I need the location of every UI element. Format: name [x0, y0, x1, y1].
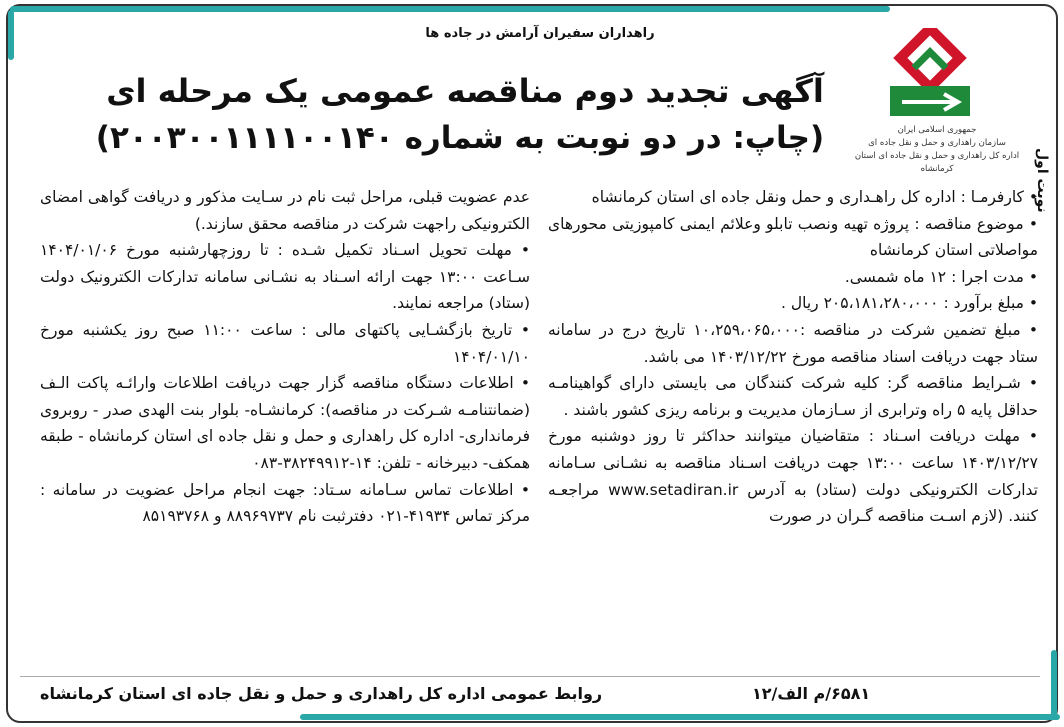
clause: • مدت اجرا : ۱۲ ماه شمسی. [844, 267, 1038, 286]
teal-accent-top [10, 6, 890, 12]
teal-accent-left [8, 10, 14, 60]
clause: • شـرایط مناقصه گر: کلیه شرکت کنندگان می بایستی دارای گواهینامـه حداقل پایه ۵ راه وترابری از سـازمان مدیریت و برنامه ریزی کشور باشند . [548, 374, 1038, 419]
organization-name [852, 124, 1022, 176]
org-line: اداره کل راهداری و حمل و نقل جاده ای استان کرمانشاه [854, 151, 1020, 174]
org-line: سازمان راهداری و حمل و نقل جاده ای [868, 138, 1006, 148]
clause: عدم عضویت قبلی، مراحل ثبت نام در سـایت مذکور و دریافت گواهی امضای الکترونیکی راجهت شرکت در مناقصه محقق سازند.) [40, 188, 530, 233]
teal-accent-bottom [300, 714, 1060, 720]
left-column [40, 184, 530, 530]
public-relations-credit: روابط عمومی اداره کل راهداری و حمل و نقل جاده ای استان کرمانشاه [40, 684, 603, 703]
clause: • مهلت تحویل اسـناد تکمیل شـده : تا روزچهارشنبه مورخ ۱۴۰۴/۰۱/۰۶ سـاعت ۱۳:۰۰ جهت ارائه اسـناد به نشـانی سامانه تدارکات الکترونیک دولت (ستاد) مراجعه نمایند. [40, 241, 530, 313]
clause: • کارفرمـا : اداره کل راهـداری و حمل ونقل جاده ای استان کرمانشاه [591, 188, 1038, 206]
ad-code: ۶۵۸۱/م الف/۱۲ [752, 684, 871, 703]
clause: • اطلاعات دستگاه مناقصه گزار جهت دریافت اطلاعات وارائـه پاکت الـف (ضمانتنامـه شـرکت در مناقصه): کرمانشـاه- بلوار بنت الهدی صدر - روبروی فرمانداری- اداره کل راهداری و حمل و نقل جاده ای استان کرمانشاه - طبقه همکف- دبیرخانه - تلفن: ۱۴-۳۸۲۴۹۹۱۲-۰۸۳ [40, 374, 530, 472]
road-organization-logo-icon [884, 28, 976, 120]
clause: • مبلغ تضمین شرکت در مناقصه :۱۰،۲۵۹،۰۶۵،۰۰۰ تاریخ درج در سامانه ستاد جهت دریافت اسناد مناقصه مورخ ۱۴۰۳/۱۲/۲۲ می باشد. [548, 320, 1038, 366]
org-line: جمهوری اسلامی ایران [897, 125, 977, 135]
clause: • موضوع مناقصه : پروژه تهیه ونصب تابلو وعلائم ایمنی کامپوزیتی محورهای مواصلاتی استان کرمانشاه [548, 214, 1038, 260]
footer-divider [20, 676, 1040, 677]
slogan: راهداران سفیران آرامش در جاده ها [425, 26, 655, 41]
ad-title: آگهی تجدید دوم مناقصه عمومی یک مرحله ای [106, 72, 824, 110]
right-column [548, 184, 1038, 530]
clause: • اطلاعات تماس سـامانه سـتاد: جهت انجام مراحل عضویت در سامانه : مرکز تماس ۴۱۹۳۴-۰۲۱ دفترثبت نام ۸۸۹۶۹۷۳۷ و ۸۵۱۹۳۷۶۸ [40, 480, 530, 526]
clause: • مبلغ برآورد : ۲۰۵،۱۸۱،۲۸۰،۰۰۰ ریال . [781, 294, 1038, 313]
clause: • مهلت دریافت اسـناد : متقاضیان میتوانند حداکثر تا روز دوشنبه مورخ ۱۴۰۳/۱۲/۲۷ ساعت ۱۳:۰۰ جهت دریافت اسـناد مناقصه به نشـانی سـامانه تدارکات الکترونیکی دولت (ستاد) به آدرس www.setadiran.ir مراجعـه کنند. (لازم اسـت مناقصه گـران در صورت [548, 427, 1038, 526]
ad-subtitle: (چاپ: در دو نوبت به شماره ۲۰۰۳۰۰۱۱۱۱۰۰۱۴۰) [95, 120, 825, 156]
clause: • تاریخ بازگشـایی پاکتهای مالی : ساعت ۱۱:۰۰ صبح روز یکشنبه مورخ ۱۴۰۴/۰۱/۱۰ [40, 320, 530, 366]
publication-round-label: نوبت اول [1034, 147, 1050, 213]
teal-accent-right [1051, 650, 1057, 720]
